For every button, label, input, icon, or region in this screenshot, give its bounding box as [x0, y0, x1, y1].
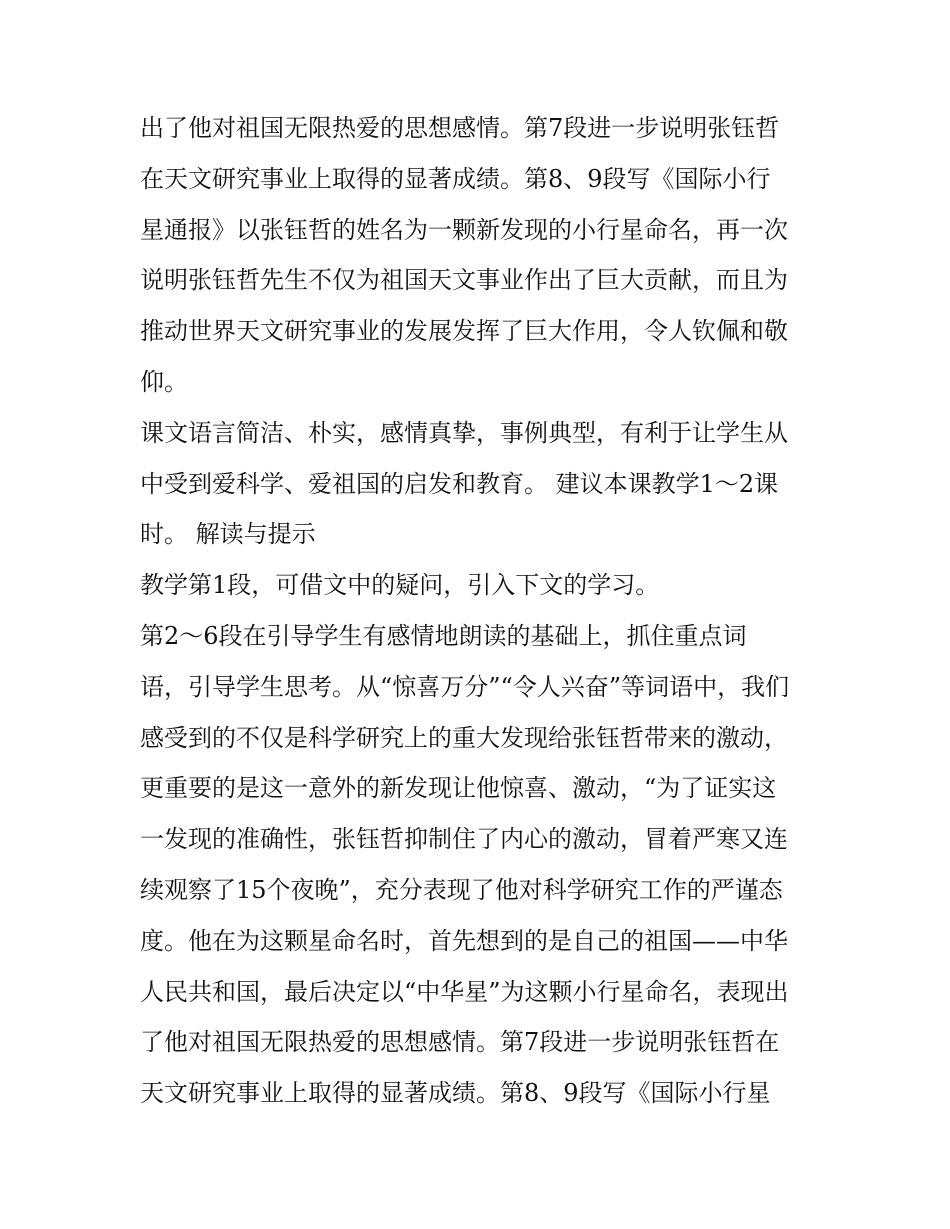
text-line: 语，引导学生思考。从“惊喜万分”“令人兴奋”等词语中，我们 [140, 672, 790, 701]
text-line: 续观察了15个夜晚”，充分表现了他对科学研究工作的严谨态 [140, 875, 783, 904]
text-line: 出了他对祖国无限热爱的思想感情。第7段进一步说明张钰哲 [140, 114, 780, 142]
text-line: 第2～6段在引导学生有感情地朗读的基础上，抓住重点词 [140, 621, 747, 650]
text-line: 了他对祖国无限热爱的思想感情。第7段进一步说明张钰哲在 [140, 1028, 780, 1057]
text-line: 更重要的是这一意外的新发现让他惊喜、激动，“为了证实这 [140, 774, 777, 803]
text-line: 教学第1段，可借文中的疑问，引入下文的学习。 [140, 571, 660, 600]
text-line: 中受到爱科学、爱祖国的启发和教育。 建议本课教学1～2课 [140, 469, 779, 498]
text-line: 课文语言简洁、朴实，感情真挚，事例典型，有利于让学生从 [140, 418, 788, 447]
text-line: 人民共和国，最后决定以“中华星”为这颗小行星命名，表现出 [140, 977, 789, 1006]
text-line: 在天文研究事业上取得的显著成绩。第8、9段写《国际小行 [140, 164, 771, 193]
text-line: 感受到的不仅是科学研究上的重大发现给张钰哲带来的激动， [140, 723, 788, 752]
text-line: 时。 解读与提示 [140, 520, 316, 549]
text-line: 度。他在为这颗星命名时，首先想到的是自己的祖国——中华 [140, 926, 788, 955]
text-line: 星通报》以张钰哲的姓名为一颗新发现的小行星命名，再一次 [140, 215, 788, 244]
text-line: 仰。 [140, 367, 188, 396]
body-text [140, 103, 830, 1119]
text-line: 说明张钰哲先生不仅为祖国天文事业作出了巨大贡献，而且为 [140, 266, 788, 295]
text-line: 天文研究事业上取得的显著成绩。第8、9段写《国际小行星 [140, 1079, 771, 1108]
text-line: 推动世界天文研究事业的发展发挥了巨大作用，令人钦佩和敬 [140, 317, 788, 346]
text-line: 一发现的准确性，张钰哲抑制住了内心的激动，冒着严寒又连 [140, 825, 788, 854]
